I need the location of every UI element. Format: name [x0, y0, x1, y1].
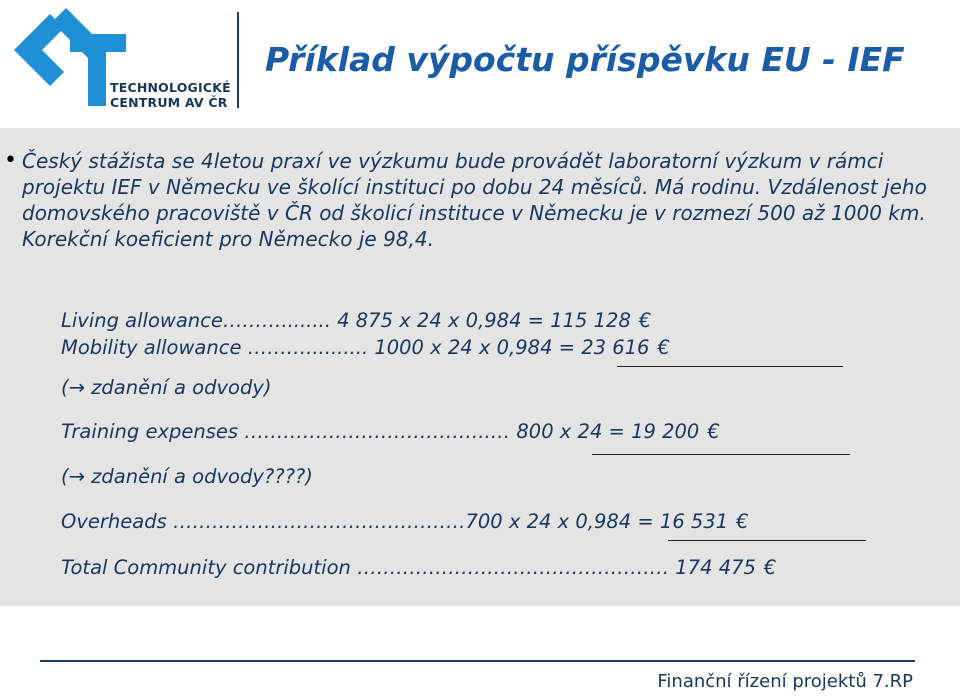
- subtotal-underline-2: [592, 454, 850, 455]
- overheads-text: Overheads ………………………………………700 x 24 x 0,984 = 16 531: [61, 510, 729, 533]
- tax-note-2: (→ zdanění a odvody????): [61, 465, 313, 488]
- living-allowance-row: [61, 309, 651, 332]
- footer-text: Finanční řízení projektů 7.RP: [657, 671, 913, 692]
- header-divider: [237, 12, 239, 108]
- living-allowance-text: Living allowance………........ 4 875 x 24 x 0,984 = 115 128: [61, 309, 631, 332]
- training-expenses-row: [61, 420, 720, 443]
- bullet-icon: •: [4, 148, 17, 173]
- logo-line-2: CENTRUM AV ČR: [110, 95, 228, 110]
- training-expenses-text: Training expenses ………………………………..… 800 x 24 = 19 200: [61, 420, 700, 443]
- footer-divider: [40, 660, 915, 662]
- euro-icon: €: [638, 309, 652, 332]
- mobility-allowance-row: [61, 336, 670, 359]
- euro-icon: €: [736, 510, 749, 533]
- euro-icon: €: [763, 556, 777, 579]
- euro-icon: €: [707, 420, 720, 443]
- tax-note-1: (→ zdanění a odvody): [61, 376, 272, 399]
- mobility-allowance-text: Mobility allowance ……….......... 1000 x 24 x 0,984 = 23 616: [61, 336, 650, 359]
- overheads-row: [61, 510, 749, 533]
- euro-icon: €: [657, 336, 670, 359]
- intro-paragraph: Český stážista se 4letou praxí ve výzkumu bude provádět laboratorní výzkum v rámci projektu IEF v Německu ve školící instituci po dobu 24 měsíců. Má rodinu. Vzdálenost jeho domovského pracoviště v ČR od školicí instituce v Německu je v rozmezí 500 až 1000 km. Korekční koeficient pro Německo je 98,4.: [22, 149, 927, 251]
- slide-title: Příklad výpočtu příspěvku EU - IEF: [265, 40, 905, 79]
- total-contribution-row: [61, 556, 776, 579]
- total-underline: [668, 540, 866, 541]
- logo-wordmark: [110, 80, 231, 110]
- subtotal-underline-1: [617, 366, 843, 367]
- logo-line-1: TECHNOLOGICKÉ: [110, 80, 231, 95]
- total-contribution-text: Total Community contribution ………………………………………… 174 475: [61, 556, 756, 579]
